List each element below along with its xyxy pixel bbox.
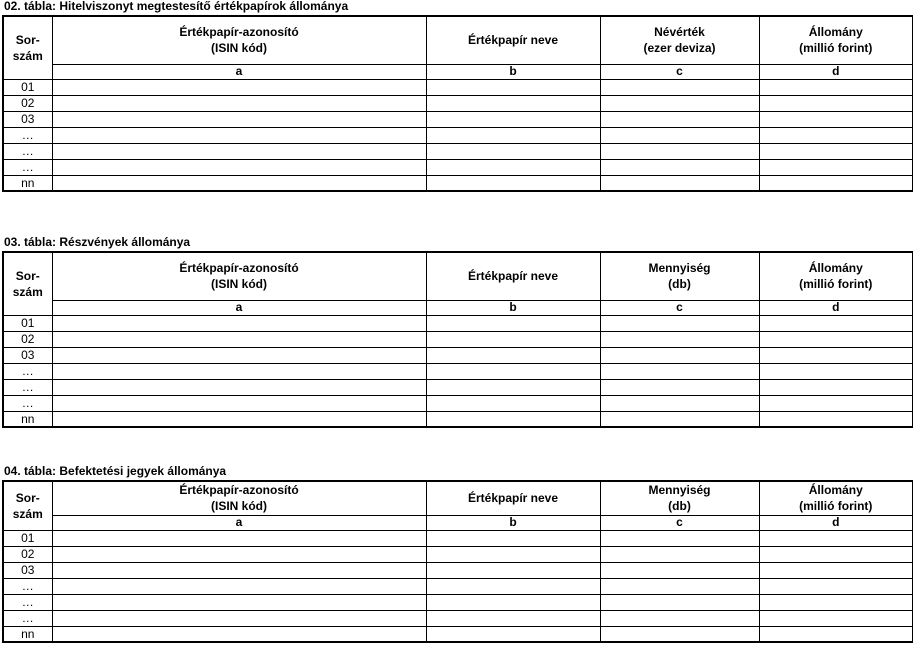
input-cell[interactable]	[426, 530, 600, 546]
column-header: Értékpapír-azonosító (ISIN kód)	[52, 16, 426, 64]
input-cell[interactable]	[759, 594, 913, 610]
input-cell[interactable]	[600, 175, 759, 191]
column-letter: d	[759, 64, 913, 79]
table-row	[3, 530, 913, 546]
input-cell[interactable]	[52, 610, 426, 626]
input-cell[interactable]	[426, 143, 600, 159]
input-cell[interactable]	[600, 79, 759, 95]
input-cell[interactable]	[52, 159, 426, 175]
input-cell[interactable]	[759, 159, 913, 175]
row-number-header: Sor- szám	[3, 481, 52, 530]
input-cell[interactable]	[52, 626, 426, 642]
input-cell[interactable]	[600, 411, 759, 427]
input-cell[interactable]	[426, 79, 600, 95]
table-row	[3, 143, 913, 159]
column-header: Mennyiség (db)	[600, 252, 759, 300]
input-cell[interactable]	[426, 111, 600, 127]
row-number: …	[3, 143, 52, 159]
input-cell[interactable]	[426, 546, 600, 562]
row-number: …	[3, 610, 52, 626]
column-letter: c	[600, 300, 759, 315]
input-cell[interactable]	[426, 411, 600, 427]
input-cell[interactable]	[759, 111, 913, 127]
row-number: …	[3, 127, 52, 143]
input-cell[interactable]	[52, 331, 426, 347]
input-cell[interactable]	[759, 331, 913, 347]
row-number: …	[3, 363, 52, 379]
column-header: Értékpapír neve	[426, 16, 600, 64]
table-row	[3, 331, 913, 347]
input-cell[interactable]	[600, 562, 759, 578]
column-header: Állomány (millió forint)	[759, 16, 913, 64]
input-cell[interactable]	[759, 379, 913, 395]
input-cell[interactable]	[759, 95, 913, 111]
input-cell[interactable]	[426, 175, 600, 191]
input-cell[interactable]	[52, 111, 426, 127]
table-row	[3, 562, 913, 578]
input-cell[interactable]	[759, 175, 913, 191]
column-header: Értékpapír neve	[426, 481, 600, 515]
input-cell[interactable]	[759, 127, 913, 143]
column-letter: b	[426, 300, 600, 315]
input-cell[interactable]	[426, 95, 600, 111]
input-cell[interactable]	[600, 379, 759, 395]
row-number: …	[3, 395, 52, 411]
row-number: …	[3, 159, 52, 175]
input-cell[interactable]	[52, 347, 426, 363]
row-number: 03	[3, 111, 52, 127]
column-header: Értékpapír-azonosító (ISIN kód)	[52, 481, 426, 515]
row-number: 01	[3, 530, 52, 546]
input-cell[interactable]	[426, 626, 600, 642]
column-letter: a	[52, 515, 426, 530]
input-cell[interactable]	[600, 594, 759, 610]
table-row	[3, 411, 913, 427]
input-cell[interactable]	[600, 127, 759, 143]
column-letter: c	[600, 515, 759, 530]
column-letter: a	[52, 64, 426, 79]
column-letter: b	[426, 515, 600, 530]
input-cell[interactable]	[759, 143, 913, 159]
row-number: …	[3, 379, 52, 395]
input-cell[interactable]	[52, 546, 426, 562]
table-row	[3, 159, 913, 175]
row-number: 03	[3, 562, 52, 578]
table-row	[3, 175, 913, 191]
input-cell[interactable]	[600, 626, 759, 642]
table-row	[3, 379, 913, 395]
input-cell[interactable]	[426, 395, 600, 411]
table-row	[3, 79, 913, 95]
input-cell[interactable]	[600, 395, 759, 411]
input-cell[interactable]	[600, 530, 759, 546]
input-cell[interactable]	[759, 315, 913, 331]
column-header: Mennyiség (db)	[600, 481, 759, 515]
input-cell[interactable]	[52, 175, 426, 191]
data-table	[2, 15, 913, 192]
input-cell[interactable]	[600, 143, 759, 159]
input-cell[interactable]	[600, 578, 759, 594]
row-number: nn	[3, 175, 52, 191]
input-cell[interactable]	[759, 363, 913, 379]
table-title: 03. tábla: Részvények állománya	[4, 235, 191, 249]
table-row	[3, 347, 913, 363]
table-title: 04. tábla: Befektetési jegyek állománya	[4, 464, 227, 478]
input-cell[interactable]	[52, 143, 426, 159]
table-row	[3, 546, 913, 562]
column-letter: c	[600, 64, 759, 79]
column-letter: d	[759, 300, 913, 315]
column-letter: d	[759, 515, 913, 530]
input-cell[interactable]	[426, 331, 600, 347]
input-cell[interactable]	[759, 546, 913, 562]
row-number: nn	[3, 411, 52, 427]
column-header: Értékpapír neve	[426, 252, 600, 300]
table-row	[3, 594, 913, 610]
input-cell[interactable]	[426, 347, 600, 363]
column-letter: b	[426, 64, 600, 79]
input-cell[interactable]	[52, 411, 426, 427]
input-cell[interactable]	[52, 395, 426, 411]
input-cell[interactable]	[52, 379, 426, 395]
input-cell[interactable]	[759, 530, 913, 546]
input-cell[interactable]	[426, 610, 600, 626]
row-number: 02	[3, 331, 52, 347]
table-row	[3, 111, 913, 127]
input-cell[interactable]	[426, 578, 600, 594]
input-cell[interactable]	[52, 127, 426, 143]
input-cell[interactable]	[426, 379, 600, 395]
input-cell[interactable]	[426, 363, 600, 379]
column-header: Állomány (millió forint)	[759, 481, 913, 515]
input-cell[interactable]	[759, 79, 913, 95]
input-cell[interactable]	[600, 546, 759, 562]
input-cell[interactable]	[600, 331, 759, 347]
input-cell[interactable]	[52, 79, 426, 95]
input-cell[interactable]	[759, 562, 913, 578]
table-row	[3, 578, 913, 594]
input-cell[interactable]	[600, 347, 759, 363]
row-number: 01	[3, 315, 52, 331]
table-row	[3, 315, 913, 331]
input-cell[interactable]	[759, 578, 913, 594]
data-table	[2, 480, 913, 643]
input-cell[interactable]	[759, 626, 913, 642]
input-cell[interactable]	[426, 594, 600, 610]
row-number: 02	[3, 95, 52, 111]
input-cell[interactable]	[600, 159, 759, 175]
input-cell[interactable]	[426, 159, 600, 175]
column-header: Állomány (millió forint)	[759, 252, 913, 300]
input-cell[interactable]	[52, 562, 426, 578]
row-number-header: Sor- szám	[3, 16, 52, 79]
row-number: …	[3, 594, 52, 610]
table-row	[3, 626, 913, 642]
input-cell[interactable]	[426, 315, 600, 331]
input-cell[interactable]	[52, 95, 426, 111]
input-cell[interactable]	[52, 363, 426, 379]
column-letter: a	[52, 300, 426, 315]
data-table	[2, 251, 913, 428]
input-cell[interactable]	[759, 411, 913, 427]
input-cell[interactable]	[600, 363, 759, 379]
row-number: 03	[3, 347, 52, 363]
input-cell[interactable]	[759, 395, 913, 411]
input-cell[interactable]	[52, 530, 426, 546]
row-number: 02	[3, 546, 52, 562]
input-cell[interactable]	[759, 347, 913, 363]
input-cell[interactable]	[52, 315, 426, 331]
input-cell[interactable]	[759, 610, 913, 626]
table-row	[3, 395, 913, 411]
input-cell[interactable]	[600, 610, 759, 626]
table-title: 02. tábla: Hitelviszonyt megtestesítő értékpapírok állománya	[4, 0, 349, 13]
column-header: Névérték (ezer deviza)	[600, 16, 759, 64]
input-cell[interactable]	[426, 562, 600, 578]
table-row	[3, 95, 913, 111]
input-cell[interactable]	[426, 127, 600, 143]
input-cell[interactable]	[600, 111, 759, 127]
row-number: nn	[3, 626, 52, 642]
input-cell[interactable]	[52, 594, 426, 610]
table-row	[3, 363, 913, 379]
row-number-header: Sor- szám	[3, 252, 52, 315]
column-header: Értékpapír-azonosító (ISIN kód)	[52, 252, 426, 300]
table-row	[3, 127, 913, 143]
input-cell[interactable]	[600, 315, 759, 331]
row-number: …	[3, 578, 52, 594]
input-cell[interactable]	[600, 95, 759, 111]
input-cell[interactable]	[52, 578, 426, 594]
table-row	[3, 610, 913, 626]
row-number: 01	[3, 79, 52, 95]
